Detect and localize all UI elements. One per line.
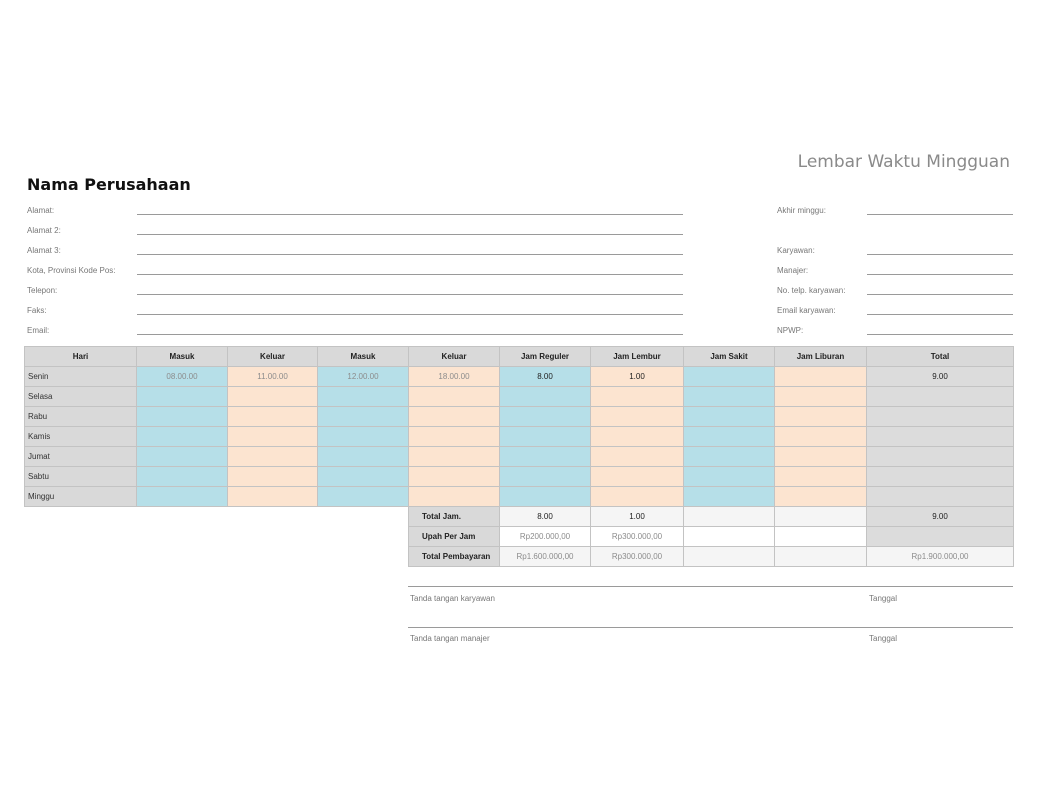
- timesheet-table: [24, 346, 1014, 567]
- summary-total: 9.00: [867, 507, 1014, 527]
- summary-label: Total Pembayaran: [409, 547, 500, 567]
- field-kota[interactable]: [137, 274, 683, 275]
- header-masuk-1: Masuk: [137, 347, 228, 367]
- masuk-1-cell[interactable]: [137, 387, 228, 407]
- header-jam-liburan: Jam Liburan: [775, 347, 867, 367]
- jam-lembur-cell[interactable]: [591, 467, 684, 487]
- summary-label: Upah Per Jam: [409, 527, 500, 547]
- jam-lembur-cell[interactable]: [591, 407, 684, 427]
- keluar-2-cell[interactable]: [409, 467, 500, 487]
- jam-liburan-cell[interactable]: [775, 447, 867, 467]
- total-cell: [867, 487, 1014, 507]
- summary-liburan[interactable]: [775, 527, 867, 547]
- masuk-2-cell[interactable]: 12.00.00: [318, 367, 409, 387]
- jam-liburan-cell[interactable]: [775, 387, 867, 407]
- jam-liburan-cell[interactable]: [775, 467, 867, 487]
- field-label-faks: Faks:: [27, 306, 47, 315]
- keluar-1-cell[interactable]: [228, 467, 318, 487]
- employee-date-label: Tanggal: [869, 594, 898, 603]
- summary-reguler: 8.00: [500, 507, 591, 527]
- masuk-1-cell[interactable]: [137, 427, 228, 447]
- keluar-2-cell[interactable]: [409, 427, 500, 447]
- summary-sakit: [684, 507, 775, 527]
- field-karyawan[interactable]: [867, 254, 1013, 255]
- keluar-1-cell[interactable]: [228, 447, 318, 467]
- keluar-2-cell[interactable]: [409, 387, 500, 407]
- table-row: [25, 447, 1014, 467]
- masuk-2-cell[interactable]: [318, 487, 409, 507]
- summary-lembur: Rp300.000,00: [591, 547, 684, 567]
- masuk-2-cell[interactable]: [318, 427, 409, 447]
- jam-sakit-cell[interactable]: [684, 467, 775, 487]
- total-cell: [867, 467, 1014, 487]
- masuk-1-cell[interactable]: 08.00.00: [137, 367, 228, 387]
- header-jam-reguler: Jam Reguler: [500, 347, 591, 367]
- summary-total: [867, 527, 1014, 547]
- summary-reguler: Rp1.600.000,00: [500, 547, 591, 567]
- keluar-1-cell[interactable]: [228, 487, 318, 507]
- field-faks[interactable]: [137, 314, 683, 315]
- summary-row-upah: [25, 527, 1014, 547]
- header-jam-sakit: Jam Sakit: [684, 347, 775, 367]
- jam-lembur-cell[interactable]: [591, 487, 684, 507]
- field-label-npwp: NPWP:: [777, 326, 804, 335]
- summary-label: Total Jam.: [409, 507, 500, 527]
- manager-date-label: Tanggal: [869, 634, 898, 643]
- day-cell: Selasa: [25, 387, 137, 407]
- table-row: [25, 387, 1014, 407]
- jam-reguler-cell[interactable]: 8.00: [500, 367, 591, 387]
- jam-lembur-cell[interactable]: [591, 447, 684, 467]
- field-label-email-karyawan: Email karyawan:: [777, 306, 836, 315]
- masuk-2-cell[interactable]: [318, 447, 409, 467]
- field-npwp[interactable]: [867, 334, 1013, 335]
- company-name: Nama Perusahaan: [27, 175, 191, 194]
- summary-sakit: [684, 547, 775, 567]
- field-label-alamat-3: Alamat 3:: [27, 246, 61, 255]
- total-cell: [867, 407, 1014, 427]
- field-alamat-2[interactable]: [137, 234, 683, 235]
- field-manajer[interactable]: [867, 274, 1013, 275]
- jam-liburan-cell[interactable]: [775, 487, 867, 507]
- day-cell: Sabtu: [25, 467, 137, 487]
- jam-reguler-cell[interactable]: [500, 407, 591, 427]
- day-cell: Senin: [25, 367, 137, 387]
- jam-liburan-cell[interactable]: [775, 367, 867, 387]
- summary-row-total-jam: [25, 507, 1014, 527]
- summary-total: Rp1.900.000,00: [867, 547, 1014, 567]
- day-cell: Minggu: [25, 487, 137, 507]
- field-email-karyawan[interactable]: [867, 314, 1013, 315]
- table-row: [25, 467, 1014, 487]
- jam-sakit-cell[interactable]: [684, 367, 775, 387]
- field-label-manajer: Manajer:: [777, 266, 809, 275]
- employee-signature-label: Tanda tangan karyawan: [410, 594, 495, 603]
- keluar-2-cell[interactable]: [409, 447, 500, 467]
- field-label-alamat-2: Alamat 2:: [27, 226, 61, 235]
- header-hari: Hari: [25, 347, 137, 367]
- doc-title: Lembar Waktu Mingguan: [797, 152, 1010, 172]
- manager-signature-label: Tanda tangan manajer: [410, 634, 490, 643]
- jam-reguler-cell[interactable]: [500, 487, 591, 507]
- summary-liburan: [775, 507, 867, 527]
- jam-sakit-cell[interactable]: [684, 407, 775, 427]
- jam-lembur-cell[interactable]: [591, 427, 684, 447]
- manager-signature-line[interactable]: [408, 627, 1013, 628]
- field-telepon[interactable]: [137, 294, 683, 295]
- field-label-email: Email:: [27, 326, 50, 335]
- jam-lembur-cell[interactable]: [591, 387, 684, 407]
- summary-reguler[interactable]: Rp200.000,00: [500, 527, 591, 547]
- masuk-1-cell[interactable]: [137, 447, 228, 467]
- field-akhir-minggu[interactable]: [867, 214, 1013, 215]
- keluar-2-cell[interactable]: [409, 407, 500, 427]
- header-jam-lembur: Jam Lembur: [591, 347, 684, 367]
- jam-sakit-cell[interactable]: [684, 447, 775, 467]
- header-keluar-2: Keluar: [409, 347, 500, 367]
- jam-sakit-cell[interactable]: [684, 427, 775, 447]
- keluar-1-cell[interactable]: [228, 407, 318, 427]
- field-label-telepon: Telepon:: [27, 286, 58, 295]
- total-cell: [867, 387, 1014, 407]
- table-row: [25, 427, 1014, 447]
- summary-sakit[interactable]: [684, 527, 775, 547]
- field-email[interactable]: [137, 334, 683, 335]
- masuk-1-cell[interactable]: [137, 487, 228, 507]
- header-total: Total: [867, 347, 1014, 367]
- masuk-2-cell[interactable]: [318, 387, 409, 407]
- field-label-karyawan: Karyawan:: [777, 246, 815, 255]
- keluar-2-cell[interactable]: [409, 487, 500, 507]
- table-row: [25, 367, 1014, 387]
- keluar-1-cell[interactable]: [228, 387, 318, 407]
- day-cell: Rabu: [25, 407, 137, 427]
- jam-liburan-cell[interactable]: [775, 427, 867, 447]
- jam-sakit-cell[interactable]: [684, 387, 775, 407]
- jam-liburan-cell[interactable]: [775, 407, 867, 427]
- jam-reguler-cell[interactable]: [500, 427, 591, 447]
- jam-reguler-cell[interactable]: [500, 467, 591, 487]
- keluar-1-cell[interactable]: [228, 427, 318, 447]
- jam-sakit-cell[interactable]: [684, 487, 775, 507]
- header-masuk-2: Masuk: [318, 347, 409, 367]
- masuk-2-cell[interactable]: [318, 407, 409, 427]
- field-label-telp-karyawan: No. telp. karyawan:: [777, 286, 846, 295]
- summary-row-total-pembayaran: [25, 547, 1014, 567]
- field-alamat-3[interactable]: [137, 254, 683, 255]
- table-row: [25, 407, 1014, 427]
- summary-lembur[interactable]: Rp300.000,00: [591, 527, 684, 547]
- total-cell: [867, 447, 1014, 467]
- field-label-akhir-minggu: Akhir minggu:: [777, 206, 826, 215]
- keluar-1-cell[interactable]: 11.00.00: [228, 367, 318, 387]
- employee-signature-line[interactable]: [408, 586, 1013, 587]
- jam-reguler-cell[interactable]: [500, 447, 591, 467]
- masuk-1-cell[interactable]: [137, 407, 228, 427]
- masuk-2-cell[interactable]: [318, 467, 409, 487]
- jam-reguler-cell[interactable]: [500, 387, 591, 407]
- field-label-alamat: Alamat:: [27, 206, 55, 215]
- jam-lembur-cell[interactable]: 1.00: [591, 367, 684, 387]
- table-header-row: [25, 347, 1014, 367]
- day-cell: Kamis: [25, 427, 137, 447]
- field-alamat[interactable]: [137, 214, 683, 215]
- day-cell: Jumat: [25, 447, 137, 467]
- summary-liburan: [775, 547, 867, 567]
- total-cell: [867, 427, 1014, 447]
- field-telp-karyawan[interactable]: [867, 294, 1013, 295]
- total-cell: 9.00: [867, 367, 1014, 387]
- keluar-2-cell[interactable]: 18.00.00: [409, 367, 500, 387]
- summary-lembur: 1.00: [591, 507, 684, 527]
- table-row: [25, 487, 1014, 507]
- header-keluar-1: Keluar: [228, 347, 318, 367]
- masuk-1-cell[interactable]: [137, 467, 228, 487]
- field-label-kota: Kota, Provinsi Kode Pos:: [27, 266, 116, 275]
